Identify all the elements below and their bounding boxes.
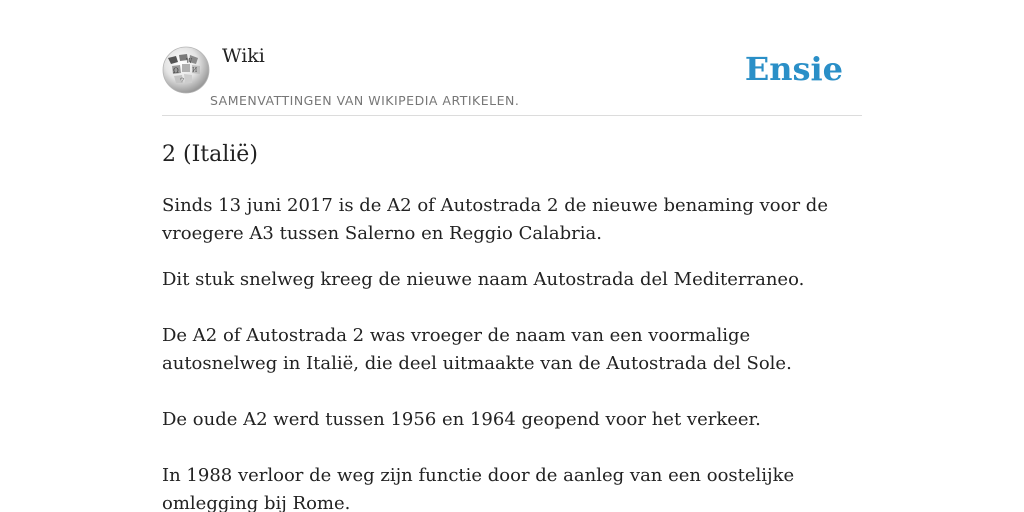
- site-tagline: SAMENVATTINGEN VAN WIKIPEDIA ARTIKELEN.: [210, 93, 520, 108]
- ensie-brand-link[interactable]: Ensie: [744, 50, 843, 88]
- svg-text:W: W: [186, 58, 193, 65]
- article-intro-paragraph: Sinds 13 juni 2017 is de A2 of Autostrada 2 de nieuwe benaming voor de vroegere A3 tussen Salerno en Reggio Calabria.: [162, 195, 828, 244]
- article: [162, 138, 862, 512]
- article-title: 2 (Italië): [162, 142, 258, 167]
- svg-text:И: И: [192, 67, 198, 74]
- site-header: [162, 0, 862, 116]
- article-paragraph: De A2 of Autostrada 2 was vroeger de naam van een voormalige autosnelweg in Italië, die deel uitmaakte van de Autostrada del Sole.: [162, 325, 792, 374]
- svg-text:Ω: Ω: [173, 67, 179, 75]
- article-paragraph: De oude A2 werd tussen 1956 en 1964 geopend voor het verkeer.: [162, 409, 761, 430]
- site-name-link[interactable]: Wiki: [222, 45, 265, 67]
- svg-text:ウ: ウ: [179, 77, 186, 84]
- wikipedia-globe-icon[interactable]: [162, 46, 210, 94]
- article-paragraph: Dit stuk snelweg kreeg de nieuwe naam Autostrada del Mediterraneo.: [162, 269, 805, 290]
- article-paragraph: In 1988 verloor de weg zijn functie door de aanleg van een oostelijke omlegging bij Rome.: [162, 465, 795, 512]
